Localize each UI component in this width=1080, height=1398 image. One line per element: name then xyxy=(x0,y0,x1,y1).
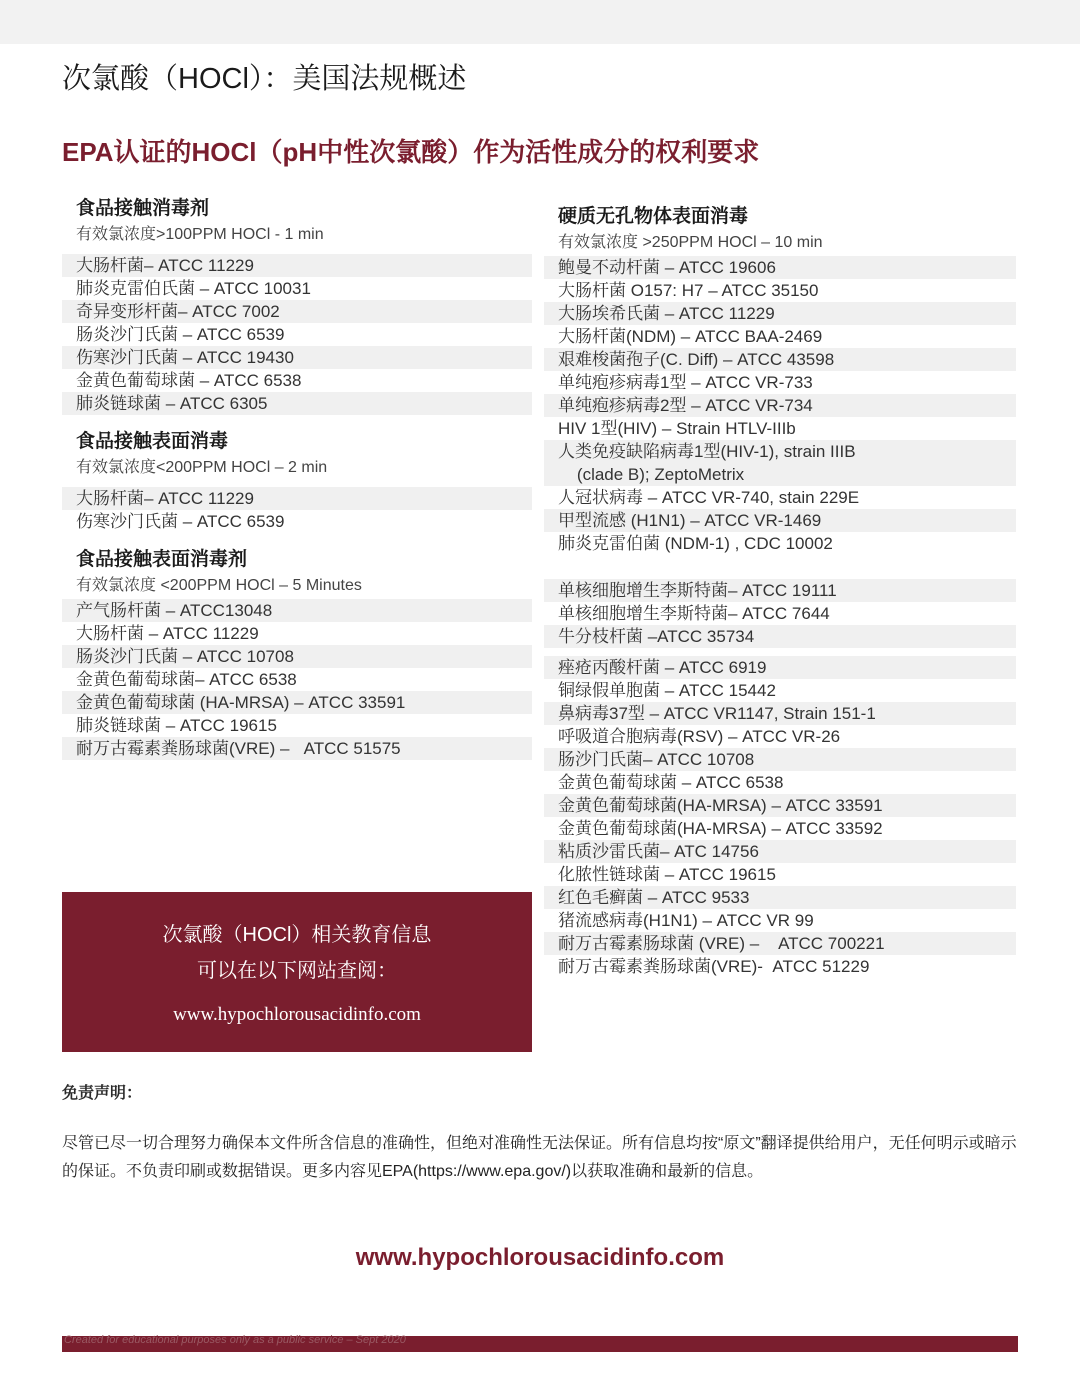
organism-list xyxy=(544,579,1016,648)
organism-item: 肠炎沙门氏菌 – ATCC 10708 xyxy=(62,645,532,668)
info-url-link[interactable]: www.hypochlorousacidinfo.com xyxy=(173,1004,421,1025)
organism-item: 鼻病毒37型 – ATCC VR1147, Strain 151-1 xyxy=(544,702,1016,725)
organism-item: 肠沙门氏菌– ATCC 10708 xyxy=(544,748,1016,771)
organism-item: 大肠杆菌– ATCC 11229 xyxy=(62,487,532,510)
organism-item: 大肠埃希氏菌 – ATCC 11229 xyxy=(544,302,1016,325)
footer-note: Created for educational purposes only as a public service – Sept 2020 xyxy=(64,1334,406,1346)
organism-item: 艰难梭菌孢子(C. Diff) – ATCC 43598 xyxy=(544,348,1016,371)
organism-item: 呼吸道合胞病毒(RSV) – ATCC VR-26 xyxy=(558,727,841,746)
organism-item: 伤寒沙门氏菌 – ATCC 6539 xyxy=(76,512,285,531)
organism-item: 肺炎链球菌 – ATCC 6305 xyxy=(62,392,532,415)
organism-list xyxy=(62,254,532,415)
organism-item: 肺炎链球菌 – ATCC 19615 xyxy=(76,716,277,735)
page-title: 次氯酸（HOCl）：美国法规概述 xyxy=(62,63,467,95)
group-title: 食品接触表面消毒 xyxy=(76,431,229,452)
organism-item: 肺炎克雷伯氏菌 – ATCC 10031 xyxy=(76,279,311,298)
organism-item: 大肠杆菌– ATCC 11229 xyxy=(62,254,532,277)
organism-item: 伤寒沙门氏菌 – ATCC 19430 xyxy=(62,346,532,369)
info-box xyxy=(62,892,532,1052)
organism-item: 大肠杆菌(NDM) – ATCC BAA-2469 xyxy=(558,327,823,346)
group-title: 食品接触表面消毒剂 xyxy=(76,549,248,570)
top-bar xyxy=(0,0,1080,44)
spacer xyxy=(544,555,1016,579)
organism-item: 肠炎沙门氏菌 – ATCC 6539 xyxy=(76,325,285,344)
group-title: 硬质无孔物体表面消毒 xyxy=(558,206,749,227)
group-concentration: 有效氯浓度 >250PPM HOCl – 10 min xyxy=(558,234,823,251)
food-contact-surface-sanitizer-group xyxy=(62,547,532,760)
organism-item: 金黄色葡萄球菌(HA-MRSA) – ATCC 33591 xyxy=(544,794,1016,817)
organism-item: 金黄色葡萄球菌 (HA-MRSA) – ATCC 33591 xyxy=(62,691,532,714)
organism-item: 金黄色葡萄球菌 – ATCC 6538 xyxy=(76,371,302,390)
group-concentration: 有效氯浓度 <200PPM HOCl – 5 Minutes xyxy=(76,577,362,594)
organism-item: 化脓性链球菌 – ATCC 19615 xyxy=(558,865,776,884)
organism-item: 单纯疱疹病毒2型 – ATCC VR-734 xyxy=(544,394,1016,417)
organism-item: 耐万古霉素粪肠球菌(VRE)- ATCC 51229 xyxy=(558,957,870,976)
organism-item: 铜绿假单胞菌 – ATCC 15442 xyxy=(558,681,776,700)
organism-item: 人类免疫缺陷病毒1型(HIV-1), strain IIIB (clade B); ZeptoMetrix xyxy=(544,440,1016,486)
organism-list xyxy=(544,256,1016,555)
organism-item: 牛分枝杆菌 –ATCC 35734 xyxy=(544,625,1016,648)
organism-list xyxy=(544,656,1016,978)
group-title: 食品接触消毒剂 xyxy=(76,198,210,219)
organism-item: 金黄色葡萄球菌– ATCC 6538 xyxy=(76,670,297,689)
organism-item: 单纯疱疹病毒1型 – ATCC VR-733 xyxy=(558,373,813,392)
left-column xyxy=(62,196,532,774)
organism-item: 猪流感病毒(H1N1) – ATCC VR 99 xyxy=(558,911,814,930)
food-contact-sanitizer-group xyxy=(62,196,532,415)
organism-item: 痤疮丙酸杆菌 – ATCC 6919 xyxy=(544,656,1016,679)
organism-list xyxy=(62,487,532,533)
footer-url-link[interactable]: www.hypochlorousacidinfo.com xyxy=(355,1244,725,1271)
organism-item: 单核细胞增生李斯特菌– ATCC 19111 xyxy=(544,579,1016,602)
organism-list xyxy=(62,599,532,760)
organism-item: 鲍曼不动杆菌 – ATCC 19606 xyxy=(544,256,1016,279)
spacer xyxy=(544,648,1016,656)
disclaimer-title: 免责声明： xyxy=(62,1085,143,1102)
info-line-1: 次氯酸（HOCl）相关教育信息 xyxy=(162,924,432,946)
organism-item: 奇异变形杆菌– ATCC 7002 xyxy=(62,300,532,323)
organism-item: 金黄色葡萄球菌 – ATCC 6538 xyxy=(558,773,784,792)
group-concentration: 有效氯浓度>100PPM HOCl - 1 min xyxy=(76,226,324,243)
organism-item: 大肠杆菌 – ATCC 11229 xyxy=(76,624,259,643)
organism-item: 肺炎克雷伯菌 (NDM-1) , CDC 10002 xyxy=(558,534,833,553)
organism-item: 产气肠杆菌 – ATCC13048 xyxy=(62,599,532,622)
organism-item: 人冠状病毒 – ATCC VR-740, stain 229E xyxy=(558,488,860,507)
disclaimer-text: 尽管已尽一切合理努力确保本文件所含信息的准确性，但绝对准确性无法保证。所有信息均按“原文”翻译提供给用户，无任何明示或暗示的保证。不负责印刷或数据错误。更多内容见EPA(https://www.epa.gov/)以获取准确和最新的信息。 xyxy=(62,1135,1017,1180)
section-title: EPA认证的HOCl（pH中性次氯酸）作为活性成分的权利要求 xyxy=(62,137,760,167)
organism-item: 耐万古霉素肠球菌 (VRE) – ATCC 700221 xyxy=(544,932,1016,955)
organism-item: HIV 1型(HIV) – Strain HTLV-IIIb xyxy=(558,419,796,438)
organism-item: 单核细胞增生李斯特菌– ATCC 7644 xyxy=(558,604,830,623)
organism-item: 耐万古霉素粪肠球菌(VRE) – ATCC 51575 xyxy=(62,737,532,760)
food-contact-surface-sanitizing-group xyxy=(62,429,532,533)
organism-item: 粘质沙雷氏菌– ATC 14756 xyxy=(544,840,1016,863)
organism-item: 金黄色葡萄球菌(HA-MRSA) – ATCC 33592 xyxy=(558,819,883,838)
organism-item: 大肠杆菌 O157: H7 – ATCC 35150 xyxy=(558,281,819,300)
organism-item: 甲型流感 (H1N1) – ATCC VR-1469 xyxy=(544,509,1016,532)
organism-item: 红色毛癣菌 – ATCC 9533 xyxy=(544,886,1016,909)
info-line-2: 可以在以下网站查阅： xyxy=(197,960,397,982)
group-concentration: 有效氯浓度<200PPM HOCl – 2 min xyxy=(76,459,328,476)
right-column xyxy=(544,204,1016,978)
